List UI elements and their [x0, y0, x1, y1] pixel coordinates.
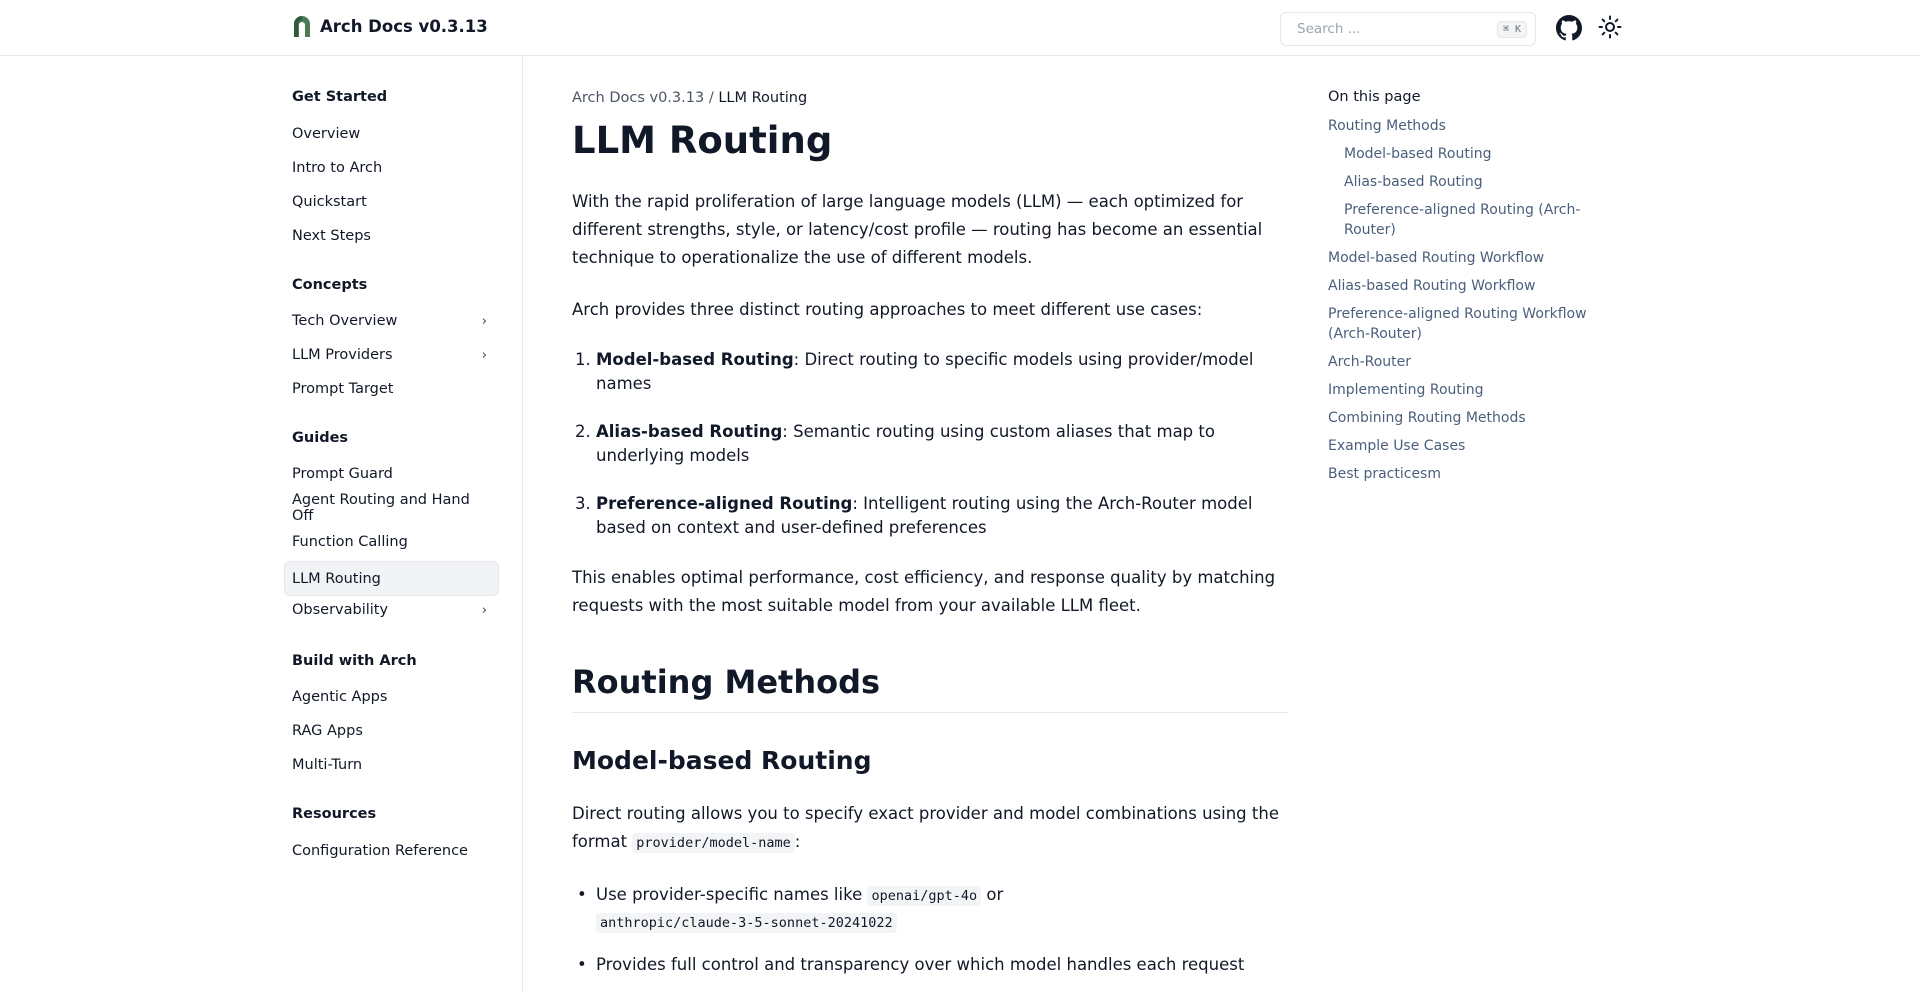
breadcrumb-separator: /: [704, 90, 719, 106]
section-heading-routing-methods: Routing Methods: [572, 663, 881, 701]
sidebar-item-label: Agentic Apps: [292, 689, 388, 705]
bullet-text: Provides full control and transparency over which model handles each request: [596, 955, 1245, 974]
subsection-heading-model-based-routing: Model-based Routing: [572, 746, 872, 775]
breadcrumb-current: LLM Routing: [718, 90, 808, 106]
inline-code: openai/gpt-4o: [867, 886, 981, 906]
chevron-right-icon[interactable]: ›: [481, 347, 487, 363]
toc-title: On this page: [1328, 89, 1421, 105]
bullet-text: or: [981, 885, 1004, 904]
toc-link-alias-based-routing[interactable]: Alias-based Routing: [1344, 174, 1483, 190]
sidebar-item-label: LLM Routing: [292, 570, 381, 587]
section-divider: [572, 712, 1288, 713]
sidebar-section-concepts: Concepts: [292, 277, 368, 293]
approach-desc: : Semantic routing using custom aliases that map to underlying models: [596, 422, 1215, 465]
sidebar-item-label: Quickstart: [292, 194, 367, 210]
sidebar-item-multi-turn[interactable]: [284, 749, 499, 781]
intro-paragraph: With the rapid proliferation of large language models (LLM) — each optimized for different strengths, style, or latency/cost profile — routing has become an essential technique to operationalize the use of different models.: [572, 192, 1263, 267]
sidebar-item-next-steps[interactable]: [284, 220, 499, 252]
top-header: [0, 0, 1920, 56]
approach-desc: : Direct routing to specific models using provider/model names: [596, 350, 1254, 393]
brand-link[interactable]: [292, 15, 488, 37]
sidebar-item-label: Multi-Turn: [292, 757, 363, 773]
sidebar-item-prompt-target[interactable]: [284, 373, 499, 405]
sidebar-item-label: Next Steps: [292, 228, 371, 244]
breadcrumb-parent-link[interactable]: Arch Docs v0.3.13: [572, 90, 705, 106]
chevron-right-icon[interactable]: ›: [481, 602, 487, 618]
sidebar-item-label: RAG Apps: [292, 723, 363, 739]
approaches-intro: Arch provides three distinct routing approaches to meet different use cases:: [572, 300, 1203, 319]
toc-link-arch-router[interactable]: Arch-Router: [1328, 354, 1412, 370]
approach-desc: : Intelligent routing using the Arch-Router model based on context and user-defined preferences: [596, 494, 1253, 537]
toc-link-model-based-workflow[interactable]: Model-based Routing Workflow: [1328, 250, 1545, 266]
sidebar: [0, 56, 523, 993]
sidebar-item-label: Tech Overview: [292, 313, 398, 329]
search-placeholder: Search ...: [1297, 21, 1361, 37]
approach-name: Model-based Routing: [596, 350, 794, 369]
sidebar-item-intro-to-arch[interactable]: [284, 152, 499, 184]
theme-toggle-button[interactable]: [1598, 15, 1622, 43]
toc-link-routing-methods[interactable]: Routing Methods: [1328, 118, 1446, 134]
model-routing-intro: [572, 800, 1288, 857]
inline-code: provider/model-name: [632, 833, 794, 853]
toc-link-implementing-routing[interactable]: Implementing Routing: [1328, 382, 1484, 398]
sidebar-item-tech-overview[interactable]: [284, 305, 499, 337]
sidebar-section-build-with-arch: Build with Arch: [292, 653, 417, 669]
intro-text: :: [794, 832, 801, 851]
sidebar-item-label: Configuration Reference: [292, 843, 468, 859]
toc-link-model-based-routing[interactable]: Model-based Routing: [1344, 146, 1492, 162]
sidebar-item-llm-routing[interactable]: [284, 561, 499, 596]
toc-link-preference-aligned-routing[interactable]: Preference-aligned Routing (Arch-Router): [1344, 202, 1581, 238]
github-icon: [1556, 15, 1582, 41]
sidebar-section-guides: Guides: [292, 430, 349, 446]
search-shortcut: ⌘ K: [1497, 21, 1527, 38]
sidebar-item-label: Overview: [292, 126, 361, 142]
approach-name: Alias-based Routing: [596, 422, 783, 441]
sidebar-item-overview[interactable]: [284, 118, 499, 150]
sun-icon: [1598, 15, 1622, 39]
list-number: 3.: [575, 494, 591, 513]
bullet-text: Use provider-specific names like: [596, 885, 868, 904]
chevron-right-icon[interactable]: ›: [481, 313, 487, 329]
sidebar-item-label: Function Calling: [292, 534, 408, 550]
approach-name: Preference-aligned Routing: [596, 494, 853, 513]
toc-link-combining-routing-methods[interactable]: Combining Routing Methods: [1328, 410, 1526, 426]
sidebar-item-label: LLM Providers: [292, 347, 393, 363]
sidebar-item-configuration-reference[interactable]: [284, 835, 499, 867]
sidebar-item-quickstart[interactable]: [284, 186, 499, 218]
toc-link-alias-based-workflow[interactable]: Alias-based Routing Workflow: [1328, 278, 1536, 294]
sidebar-item-label: Observability: [292, 602, 389, 618]
brand-title: Arch Docs v0.3.13: [320, 16, 488, 36]
sidebar-item-label: Prompt Guard: [292, 466, 393, 482]
sidebar-item-label: Intro to Arch: [292, 160, 383, 176]
sidebar-item-label: Prompt Target: [292, 381, 394, 397]
sidebar-section-get-started: Get Started: [292, 89, 388, 105]
sidebar-item-observability[interactable]: [284, 594, 499, 626]
inline-code: anthropic/claude-3-5-sonnet-20241022: [596, 913, 897, 933]
intro-text: Direct routing allows you to specify exact provider and model combinations using the format: [572, 804, 1279, 851]
sidebar-item-agentic-apps[interactable]: [284, 681, 499, 713]
list-number: 1.: [575, 350, 591, 369]
toc-link-preference-aligned-workflow[interactable]: Preference-aligned Routing Workflow (Arch-Router): [1328, 306, 1587, 342]
summary-paragraph: This enables optimal performance, cost efficiency, and response quality by matching requests with the most suitable model from your available LLM fleet.: [572, 568, 1276, 615]
sidebar-item-function-calling[interactable]: [284, 526, 499, 558]
sidebar-item-label: Agent Routing and Hand Off: [292, 492, 470, 524]
sidebar-item-prompt-guard[interactable]: [284, 458, 499, 490]
breadcrumb: [572, 90, 807, 106]
toc-link-example-use-cases[interactable]: Example Use Cases: [1328, 438, 1466, 454]
sidebar-item-rag-apps[interactable]: [284, 715, 499, 747]
sidebar-item-agent-routing[interactable]: [284, 492, 499, 524]
bullet-mark: •: [577, 955, 587, 974]
sidebar-section-resources: Resources: [292, 806, 377, 822]
list-number: 2.: [575, 422, 591, 441]
arch-logo-icon: [292, 15, 312, 37]
page-title: LLM Routing: [572, 119, 833, 162]
github-link[interactable]: [1556, 15, 1582, 45]
search-box[interactable]: [1280, 12, 1536, 46]
bullet-mark: •: [577, 885, 587, 904]
sidebar-item-llm-providers[interactable]: [284, 339, 499, 371]
toc-link-best-practices[interactable]: Best practicesm: [1328, 466, 1441, 482]
